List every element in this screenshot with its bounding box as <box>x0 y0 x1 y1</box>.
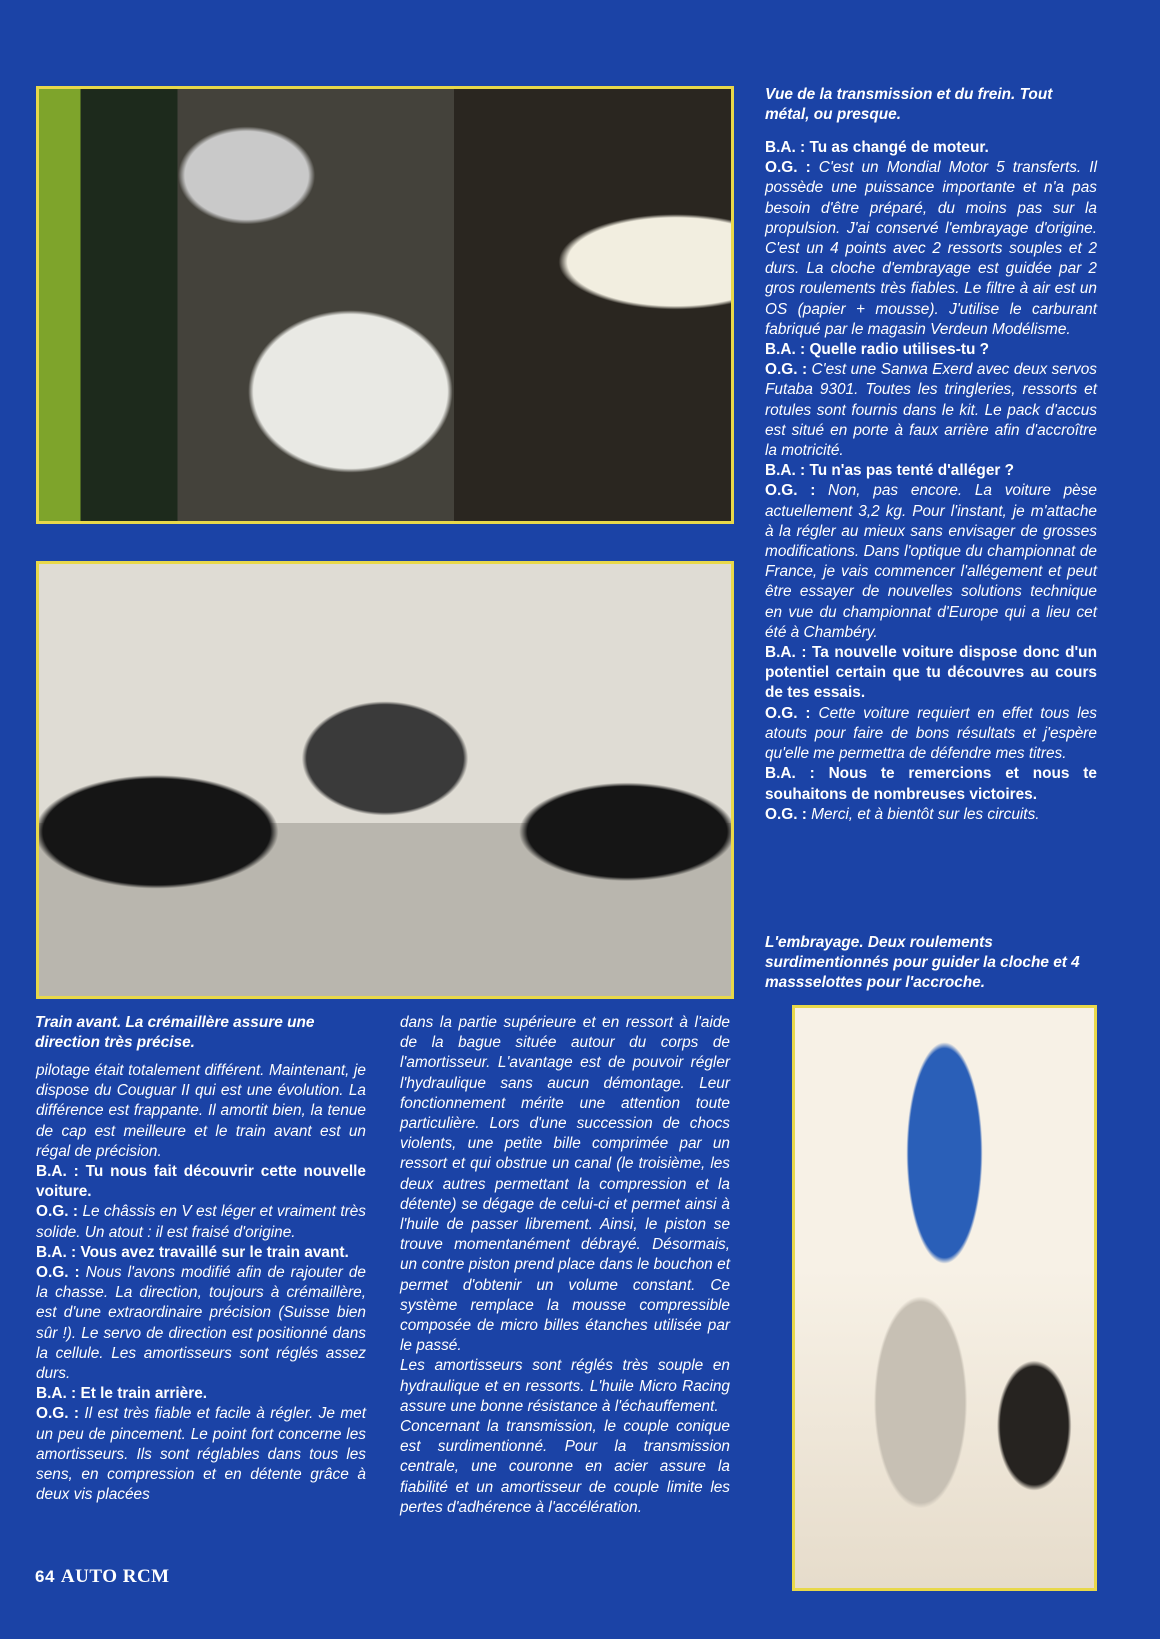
answer: Il est très fiable et facile à régler. Je met un peu de pincement. Le point fort concerne les amortisseurs. Ils sont réglables dans tous les sens, en compression et en détente grâce à deux vis placées <box>36 1405 366 1504</box>
answer: Nous l'avons modifié afin de rajouter de la chasse. La direction, toujours à crémaillère, est d'une extraordinaire précision (Suisse bien sûr !). Le servo de direction est positionné dans la cellule. Les amortisseurs sont réglés assez durs. <box>36 1264 366 1383</box>
magazine-name: AUTO RCM <box>60 1566 170 1587</box>
speaker: O.G. : <box>36 1405 80 1423</box>
question: B.A. : Nous te remercions et nous te souhaitons de nombreuses victoires. <box>765 765 1097 803</box>
engine-bay-photo <box>36 86 734 524</box>
speaker: O.G. : <box>36 1203 79 1221</box>
interview-column-right <box>765 138 1097 825</box>
answer: Non, pas encore. La voiture pèse actuellement 3,2 kg. Pour l'instant, je m'attache à la régler au mieux sans envisager de grosses modifications. Dans l'optique du championnat de France, je vais commencer l'allégement et peut être essayer de nouvelles solutions technique en vue du championnat d'Europe qui a lieu cet été à Chambéry. <box>765 482 1097 641</box>
caption-transmission: Vue de la transmission et du frein. Tout métal, ou presque. <box>765 86 1053 124</box>
front-axle-photo <box>36 561 734 999</box>
speaker: O.G. : <box>765 482 816 500</box>
speaker: O.G. : <box>765 805 807 823</box>
interview-column-left <box>36 1061 366 1505</box>
question: B.A. : Tu as changé de moteur. <box>765 139 989 156</box>
paragraph: Les amortisseurs sont réglés très souple en hydraulique et en ressorts. L'huile Micro Racing assure une bonne résistance à l'échauffement. <box>400 1357 730 1415</box>
answer: C'est un Mondial Motor 5 transferts. Il possède une puissance importante et n'a pas besoin d'être préparé, du moins pas sur la propulsion. J'ai conservé l'embrayage d'origine. C'est un 4 points avec 2 ressorts souples et 2 durs. La cloche d'embrayage est guidée par 2 gros roulements très fiables. Le filtre à air est un OS (papier + mousse). J'utilise le carburant fabriqué par le magasin Verdeun Modélisme. <box>765 159 1097 338</box>
answer: Cette voiture requiert en effet tous les atouts pour faire de bons résultats et j'espère qu'elle me permettra de défendre mes titres. <box>765 704 1097 763</box>
caption-front-axle: Train avant. La crémaillère assure une direction très précise. <box>35 1014 315 1052</box>
question: B.A. : Tu n'as pas tenté d'alléger ? <box>765 462 1015 480</box>
paragraph: pilotage était totalement différent. Maintenant, je dispose du Couguar II qui est une évolution. La différence est frappante. Il amortit bien, la tenue de cap est meilleure et le train avant est un régal de précision. <box>36 1062 366 1160</box>
question: B.A. : Quelle radio utilises-tu ? <box>765 341 990 359</box>
interview-column-middle <box>400 1013 730 1518</box>
paragraph: dans la partie supérieure et en ressort à l'aide de la bague située autour du corps de l'amortisseur. L'avantage est de pouvoir régler l'hydraulique sans aucun démontage. Leur fonctionnement mérite une attention toute particulière. Lors d'une succession de chocs violents, une petite bille comprimée par un ressort et qui obstrue un canal (le troisième, les deux autres permettant la compression et la détente) se dégage de celui-ci et permet ainsi à l'huile de passer librement. Ainsi, le piston se trouve momentanément débrayé. Désormais, un contre piston prend place dans le bouchon et permet d'obtenir un volume constant. Ce système remplace la mousse compressible composée de micro billes étanches utilisée par le passé. <box>400 1014 730 1355</box>
caption-clutch: L'embrayage. Deux roulements surdimentionnés pour guider la cloche et 4 massselottes pour l'accroche. <box>765 934 1080 992</box>
speaker: O.G. : <box>765 361 808 379</box>
question: B.A. : Et le train arrière. <box>36 1385 208 1403</box>
question: B.A. : Ta nouvelle voiture dispose donc d'un potentiel certain que tu découvres au cours de tes essais. <box>765 644 1097 702</box>
engine-photo <box>792 1005 1097 1591</box>
paragraph: Concernant la transmission, le couple conique est surdimentionné. Pour la transmission centrale, une couronne en acier assure la fiabilité et un amortisseur de couple limite les pertes d'adhérence à l'accélération. <box>400 1418 730 1516</box>
speaker: O.G. : <box>765 159 811 177</box>
speaker: O.G. : <box>36 1264 80 1282</box>
speaker: O.G. : <box>765 704 811 722</box>
answer: C'est une Sanwa Exerd avec deux servos Futaba 9301. Toutes les tringleries, ressorts et rotules sont fournis dans le kit. Le pack d'accus est situé en porte à faux arrière afin d'accroître la motricité. <box>765 361 1097 460</box>
answer: Merci, et à bientôt sur les circuits. <box>806 805 1040 823</box>
page-footer <box>35 1566 170 1588</box>
question: B.A. : Vous avez travaillé sur le train avant. <box>36 1243 349 1261</box>
question: B.A. : Tu nous fait découvrir cette nouvelle voiture. <box>36 1163 366 1201</box>
page-number: 64 <box>35 1567 55 1586</box>
answer: Le châssis en V est léger et vraiment très solide. Un atout : il est fraisé d'origine. <box>36 1203 366 1241</box>
